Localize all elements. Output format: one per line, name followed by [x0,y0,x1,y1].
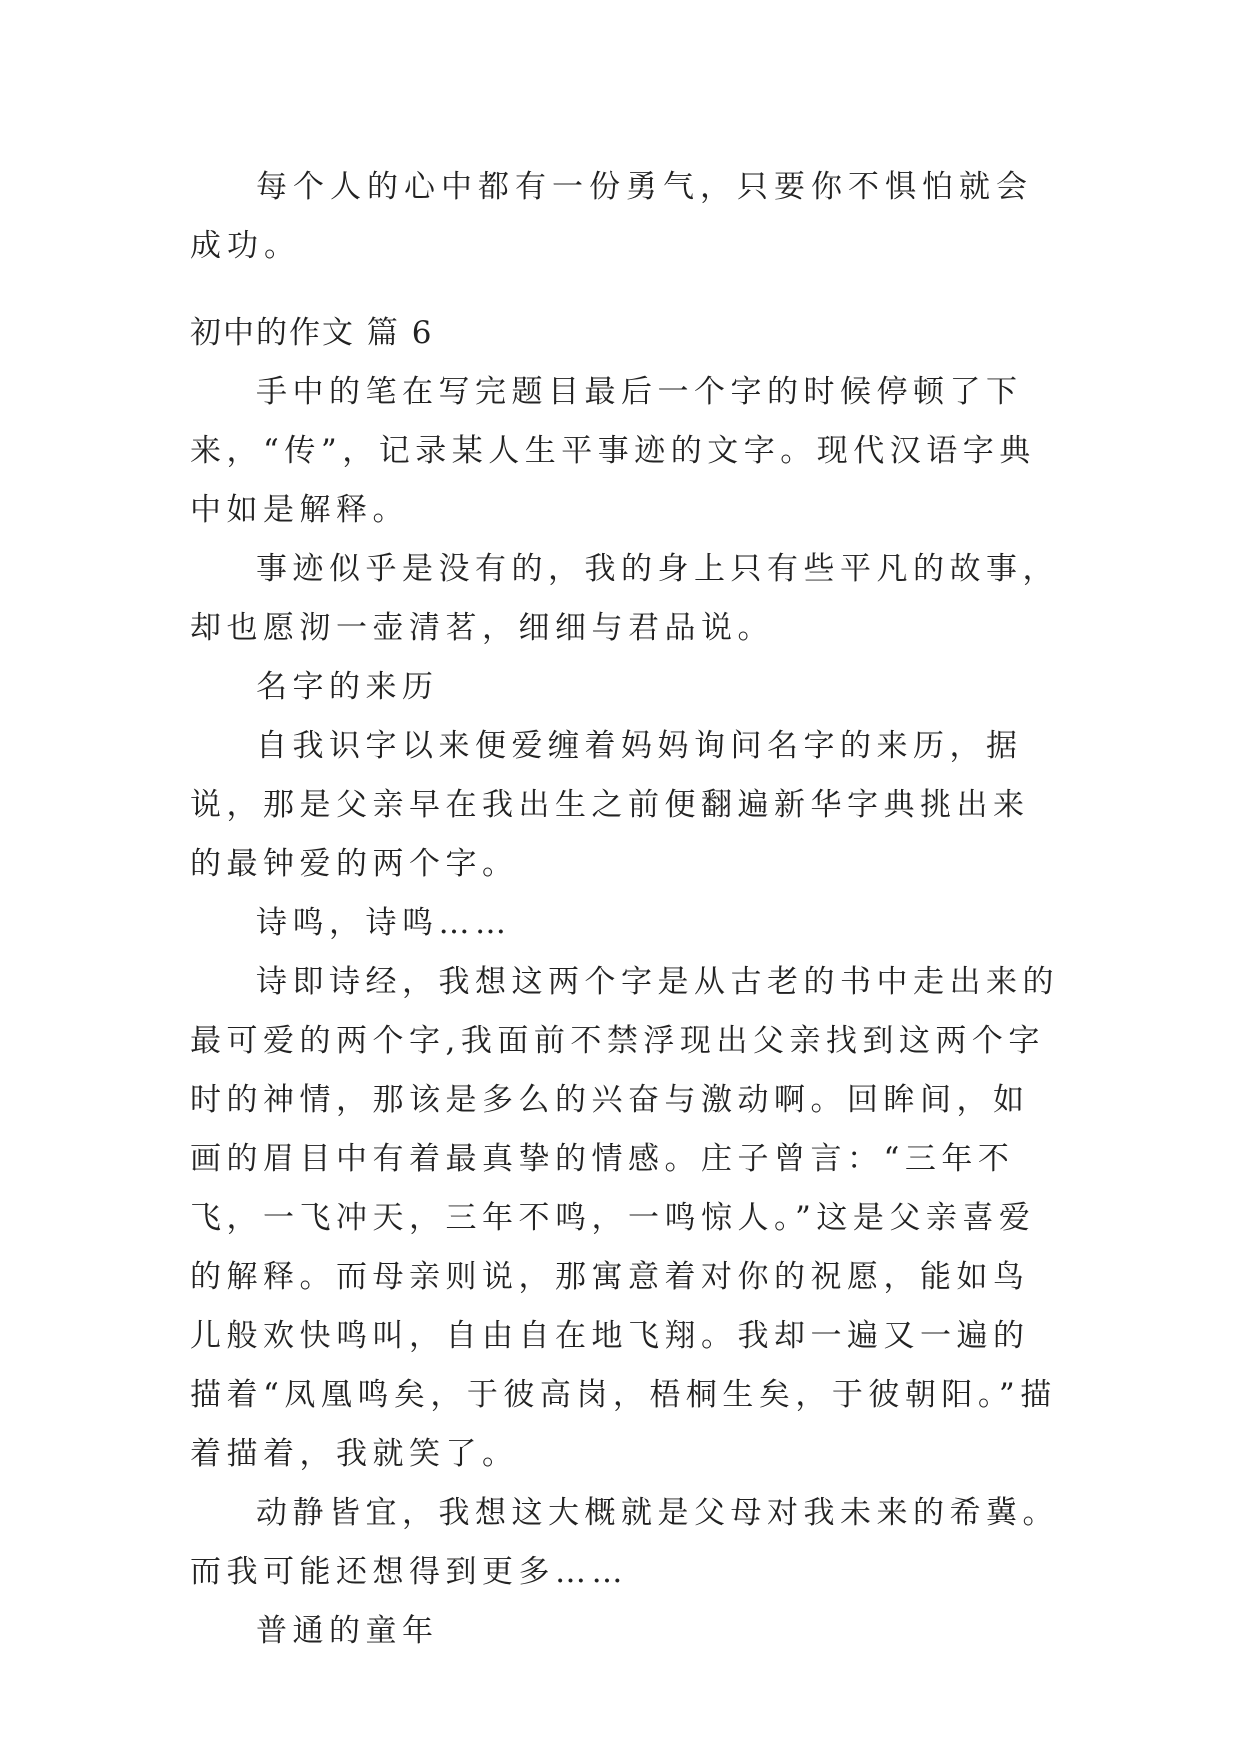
subheading-name-origin: 名字的来历 [256,669,439,705]
paragraph-intro: 每个人的心中都有一份勇气，只要你不惧怕就会成功。 [190,169,1033,264]
paragraph: 事迹似乎是没有的，我的身上只有些平凡的故事，却也愿沏一壶清茗，细细与君品说。 [190,551,1059,646]
subheading-ordinary-childhood: 普通的童年 [256,1613,439,1649]
paragraph: 诗鸣，诗鸣…… [256,905,512,941]
paragraph: 动静皆宜，我想这大概就是父母对我未来的希冀。而我可能还想得到更多…… [190,1495,1059,1590]
document-body [190,158,1060,1661]
paragraph: 手中的笔在写完题目最后一个字的时候停顿了下来，“传”，记录某人生平事迹的文字。现代汉语字典中如是解释。 [190,374,1036,528]
paragraph: 诗即诗经，我想这两个字是从古老的书中走出来的最可爱的两个字,我面前不禁浮现出父亲找到这两个字时的神情，那该是多么的兴奋与激动啊。回眸间，如画的眉目中有着最真挚的情感。庄子曾言：“三年不飞，一飞冲天，三年不鸣，一鸣惊人。”这是父亲喜爱的解释。而母亲则说，那寓意着对你的祝愿，能如鸟儿般欢快鸣叫，自由自在地飞翔。我却一遍又一遍的描着“凤凰鸣矣，于彼高岗，梧桐生矣，于彼朝阳。”描着描着，我就笑了。 [190,964,1059,1472]
paragraph: 自我识字以来便爱缠着妈妈询问名字的来历，据说，那是父亲早在我出生之前便翻遍新华字典挑出来的最钟爱的两个字。 [190,728,1030,882]
section-heading: 初中的作文 篇 6 [190,315,434,351]
